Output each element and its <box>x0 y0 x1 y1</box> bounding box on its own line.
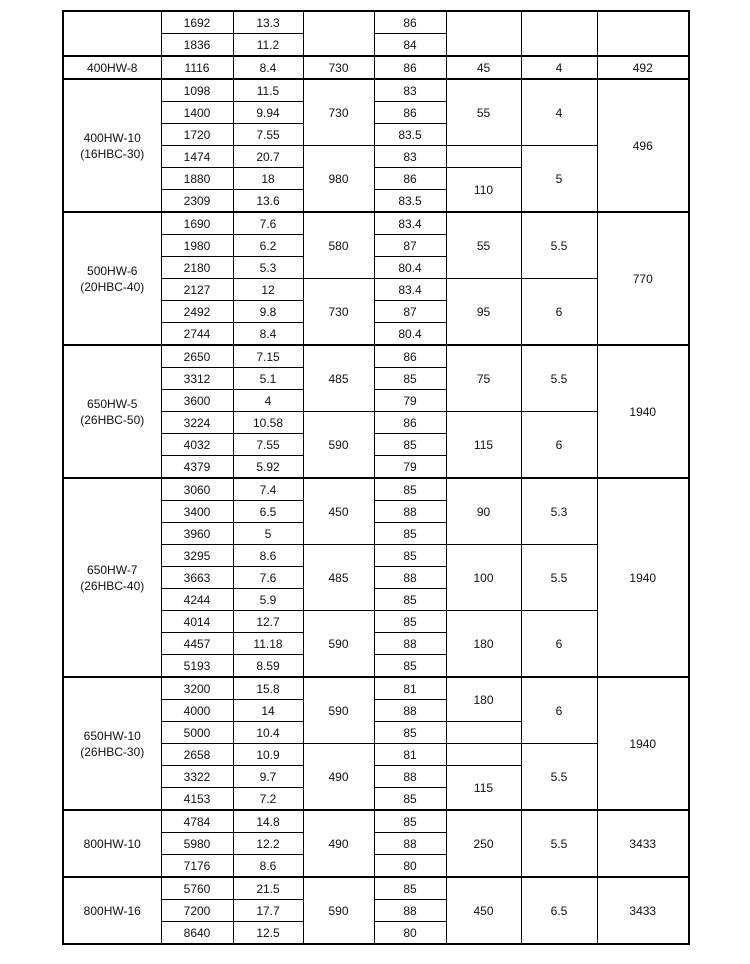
table-cell: 21.5 <box>233 877 303 900</box>
table-cell: 5000 <box>161 722 233 744</box>
table-cell: 87 <box>374 235 446 257</box>
table-cell: 5.5 <box>521 345 597 412</box>
table-cell: 1940 <box>597 478 689 677</box>
table-cell: 83.5 <box>374 124 446 146</box>
table-cell: 12 <box>233 279 303 301</box>
table-cell: 5.1 <box>233 368 303 390</box>
table-cell: 400HW-8 <box>63 56 161 79</box>
table-cell: 3600 <box>161 390 233 412</box>
table-cell: 6.5 <box>521 877 597 944</box>
table-row <box>63 478 689 501</box>
table-cell: 85 <box>374 523 446 545</box>
table-cell: 8.59 <box>233 655 303 678</box>
table-cell: 88 <box>374 501 446 523</box>
table-cell: 800HW-10 <box>63 810 161 877</box>
table-cell: 496 <box>597 79 689 212</box>
table-cell: 85 <box>374 810 446 833</box>
table-cell: 11.5 <box>233 79 303 102</box>
table-cell: 490 <box>303 810 374 877</box>
table-cell: 485 <box>303 545 374 611</box>
table-cell: 650HW-7 (26HBC-40) <box>63 478 161 677</box>
table-cell: 4379 <box>161 456 233 479</box>
table-cell: 90 <box>446 478 521 545</box>
table-cell: 14.8 <box>233 810 303 833</box>
table-cell: 7.15 <box>233 345 303 368</box>
table-cell: 86 <box>374 56 446 79</box>
table-cell: 81 <box>374 677 446 700</box>
table-cell: 1880 <box>161 168 233 190</box>
table-cell: 12.7 <box>233 611 303 633</box>
table-cell: 17.7 <box>233 900 303 922</box>
table-cell: 85 <box>374 877 446 900</box>
table-cell: 8.4 <box>233 323 303 346</box>
table-row <box>63 677 689 700</box>
table-cell: 3663 <box>161 567 233 589</box>
table-cell <box>597 11 689 56</box>
table-row <box>63 877 689 900</box>
table-cell: 1690 <box>161 212 233 235</box>
table-cell: 79 <box>374 390 446 412</box>
table-cell: 4244 <box>161 589 233 611</box>
table-cell: 980 <box>303 146 374 213</box>
table-cell: 5.3 <box>521 478 597 545</box>
table-cell: 5.92 <box>233 456 303 479</box>
table-cell: 87 <box>374 301 446 323</box>
table-cell: 86 <box>374 11 446 34</box>
table-cell: 6 <box>521 412 597 479</box>
table-cell: 485 <box>303 345 374 412</box>
table-row <box>63 56 689 79</box>
table-cell: 180 <box>446 677 521 722</box>
table-cell: 3060 <box>161 478 233 501</box>
table-cell: 250 <box>446 810 521 877</box>
table-cell: 85 <box>374 478 446 501</box>
table-cell: 7.4 <box>233 478 303 501</box>
table-cell: 4457 <box>161 633 233 655</box>
table-cell: 1098 <box>161 79 233 102</box>
table-cell: 2744 <box>161 323 233 346</box>
table-cell: 85 <box>374 368 446 390</box>
table-cell: 11.2 <box>233 34 303 57</box>
table-cell: 5760 <box>161 877 233 900</box>
table-cell: 7.6 <box>233 212 303 235</box>
table-cell: 590 <box>303 611 374 678</box>
table-cell: 86 <box>374 345 446 368</box>
table-cell: 83 <box>374 79 446 102</box>
table-cell: 4 <box>521 79 597 146</box>
table-cell: 88 <box>374 766 446 788</box>
table-cell: 85 <box>374 722 446 744</box>
table-cell: 800HW-16 <box>63 877 161 944</box>
table-cell: 730 <box>303 79 374 146</box>
table-cell: 55 <box>446 212 521 279</box>
table-cell: 81 <box>374 744 446 766</box>
table-cell: 1474 <box>161 146 233 168</box>
table-cell: 490 <box>303 744 374 811</box>
table-cell <box>446 146 521 168</box>
table-cell <box>63 11 161 56</box>
table-cell: 5 <box>521 146 597 213</box>
table-cell: 3433 <box>597 810 689 877</box>
table-cell: 2180 <box>161 257 233 279</box>
table-cell: 5193 <box>161 655 233 678</box>
table-cell: 86 <box>374 102 446 124</box>
table-cell: 2658 <box>161 744 233 766</box>
table-cell: 100 <box>446 545 521 611</box>
table-cell: 4153 <box>161 788 233 811</box>
table-cell: 6.5 <box>233 501 303 523</box>
table-cell: 10.4 <box>233 722 303 744</box>
table-cell: 9.8 <box>233 301 303 323</box>
table-cell: 88 <box>374 633 446 655</box>
table-cell <box>303 11 374 56</box>
table-cell: 9.94 <box>233 102 303 124</box>
table-cell: 2492 <box>161 301 233 323</box>
table-cell: 7.6 <box>233 567 303 589</box>
table-cell: 83 <box>374 146 446 168</box>
table-cell: 45 <box>446 56 521 79</box>
table-cell: 5980 <box>161 833 233 855</box>
table-cell: 84 <box>374 34 446 57</box>
table-cell: 2309 <box>161 190 233 213</box>
table-cell: 3312 <box>161 368 233 390</box>
table-cell: 10.58 <box>233 412 303 434</box>
table-cell <box>446 11 521 56</box>
table-cell: 8640 <box>161 922 233 945</box>
table-cell: 85 <box>374 788 446 811</box>
table-cell <box>446 722 521 744</box>
table-cell: 85 <box>374 611 446 633</box>
table-cell: 12.2 <box>233 833 303 855</box>
table-cell: 85 <box>374 545 446 567</box>
table-cell: 492 <box>597 56 689 79</box>
table-cell: 3224 <box>161 412 233 434</box>
table-row <box>63 11 689 34</box>
table-cell: 4 <box>521 56 597 79</box>
table-row <box>63 345 689 368</box>
table-cell: 88 <box>374 833 446 855</box>
table-cell: 20.7 <box>233 146 303 168</box>
table-cell: 7.2 <box>233 788 303 811</box>
table-cell: 180 <box>446 611 521 678</box>
table-cell: 2650 <box>161 345 233 368</box>
table-cell: 55 <box>446 79 521 146</box>
table-cell: 7176 <box>161 855 233 878</box>
table-cell <box>521 11 597 56</box>
table-cell: 4 <box>233 390 303 412</box>
table-cell: 2127 <box>161 279 233 301</box>
table-cell: 83.4 <box>374 279 446 301</box>
table-cell: 8.6 <box>233 855 303 878</box>
table-cell: 8.4 <box>233 56 303 79</box>
table-cell: 590 <box>303 877 374 944</box>
table-cell: 85 <box>374 589 446 611</box>
table-cell: 80 <box>374 922 446 945</box>
table-cell: 6.2 <box>233 235 303 257</box>
table-cell: 6 <box>521 677 597 744</box>
table-cell: 14 <box>233 700 303 722</box>
table-cell: 88 <box>374 700 446 722</box>
table-cell: 80.4 <box>374 323 446 346</box>
table-cell: 1400 <box>161 102 233 124</box>
table-cell: 5.5 <box>521 212 597 279</box>
table-cell: 13.3 <box>233 11 303 34</box>
table-cell: 450 <box>303 478 374 545</box>
table-cell: 400HW-10 (16HBC-30) <box>63 79 161 212</box>
table-cell: 1980 <box>161 235 233 257</box>
table-cell: 3433 <box>597 877 689 944</box>
table-cell: 450 <box>446 877 521 944</box>
table-cell: 5.5 <box>521 545 597 611</box>
table-cell: 650HW-10 (26HBC-30) <box>63 677 161 810</box>
table-cell: 500HW-6 (20HBC-40) <box>63 212 161 345</box>
table-cell: 1836 <box>161 34 233 57</box>
table-cell: 3960 <box>161 523 233 545</box>
table-cell: 83.5 <box>374 190 446 213</box>
table-cell: 8.6 <box>233 545 303 567</box>
table-cell: 5.5 <box>521 744 597 811</box>
table-cell: 11.18 <box>233 633 303 655</box>
table-cell: 80 <box>374 855 446 878</box>
table-cell: 4014 <box>161 611 233 633</box>
table-cell: 4000 <box>161 700 233 722</box>
table-cell: 5.3 <box>233 257 303 279</box>
table-cell: 4032 <box>161 434 233 456</box>
table-cell: 75 <box>446 345 521 412</box>
table-cell: 3322 <box>161 766 233 788</box>
table-cell: 590 <box>303 412 374 479</box>
table-cell: 7200 <box>161 900 233 922</box>
table-cell: 10.9 <box>233 744 303 766</box>
table-cell: 1692 <box>161 11 233 34</box>
table-cell: 12.5 <box>233 922 303 945</box>
table-cell: 86 <box>374 412 446 434</box>
table-cell <box>446 744 521 766</box>
table-cell: 13.6 <box>233 190 303 213</box>
table-cell: 86 <box>374 168 446 190</box>
table-row <box>63 212 689 235</box>
table-cell: 80.4 <box>374 257 446 279</box>
table-cell: 110 <box>446 168 521 213</box>
table-row <box>63 79 689 102</box>
table-cell: 88 <box>374 900 446 922</box>
table-cell: 590 <box>303 677 374 744</box>
table-cell: 770 <box>597 212 689 345</box>
table-cell: 580 <box>303 212 374 279</box>
table-cell: 95 <box>446 279 521 346</box>
table-cell: 730 <box>303 279 374 346</box>
table-cell: 5 <box>233 523 303 545</box>
table-cell: 18 <box>233 168 303 190</box>
table-cell: 85 <box>374 434 446 456</box>
table-cell: 1940 <box>597 677 689 810</box>
table-cell: 7.55 <box>233 124 303 146</box>
table-cell: 15.8 <box>233 677 303 700</box>
table-cell: 1116 <box>161 56 233 79</box>
table-cell: 3200 <box>161 677 233 700</box>
table-cell: 730 <box>303 56 374 79</box>
table-cell: 4784 <box>161 810 233 833</box>
table-cell: 85 <box>374 655 446 678</box>
table-cell: 115 <box>446 766 521 811</box>
table-cell: 1720 <box>161 124 233 146</box>
table-cell: 5.5 <box>521 810 597 877</box>
table-cell: 115 <box>446 412 521 479</box>
table-cell: 3295 <box>161 545 233 567</box>
table-row <box>63 810 689 833</box>
table-cell: 1940 <box>597 345 689 478</box>
table-cell: 7.55 <box>233 434 303 456</box>
table-cell: 79 <box>374 456 446 479</box>
table-cell: 3400 <box>161 501 233 523</box>
table-cell: 9.7 <box>233 766 303 788</box>
pump-spec-table <box>62 10 690 945</box>
table-cell: 650HW-5 (26HBC-50) <box>63 345 161 478</box>
table-cell: 88 <box>374 567 446 589</box>
table-cell: 5.9 <box>233 589 303 611</box>
table-cell: 6 <box>521 279 597 346</box>
table-cell: 83.4 <box>374 212 446 235</box>
table-cell: 6 <box>521 611 597 678</box>
